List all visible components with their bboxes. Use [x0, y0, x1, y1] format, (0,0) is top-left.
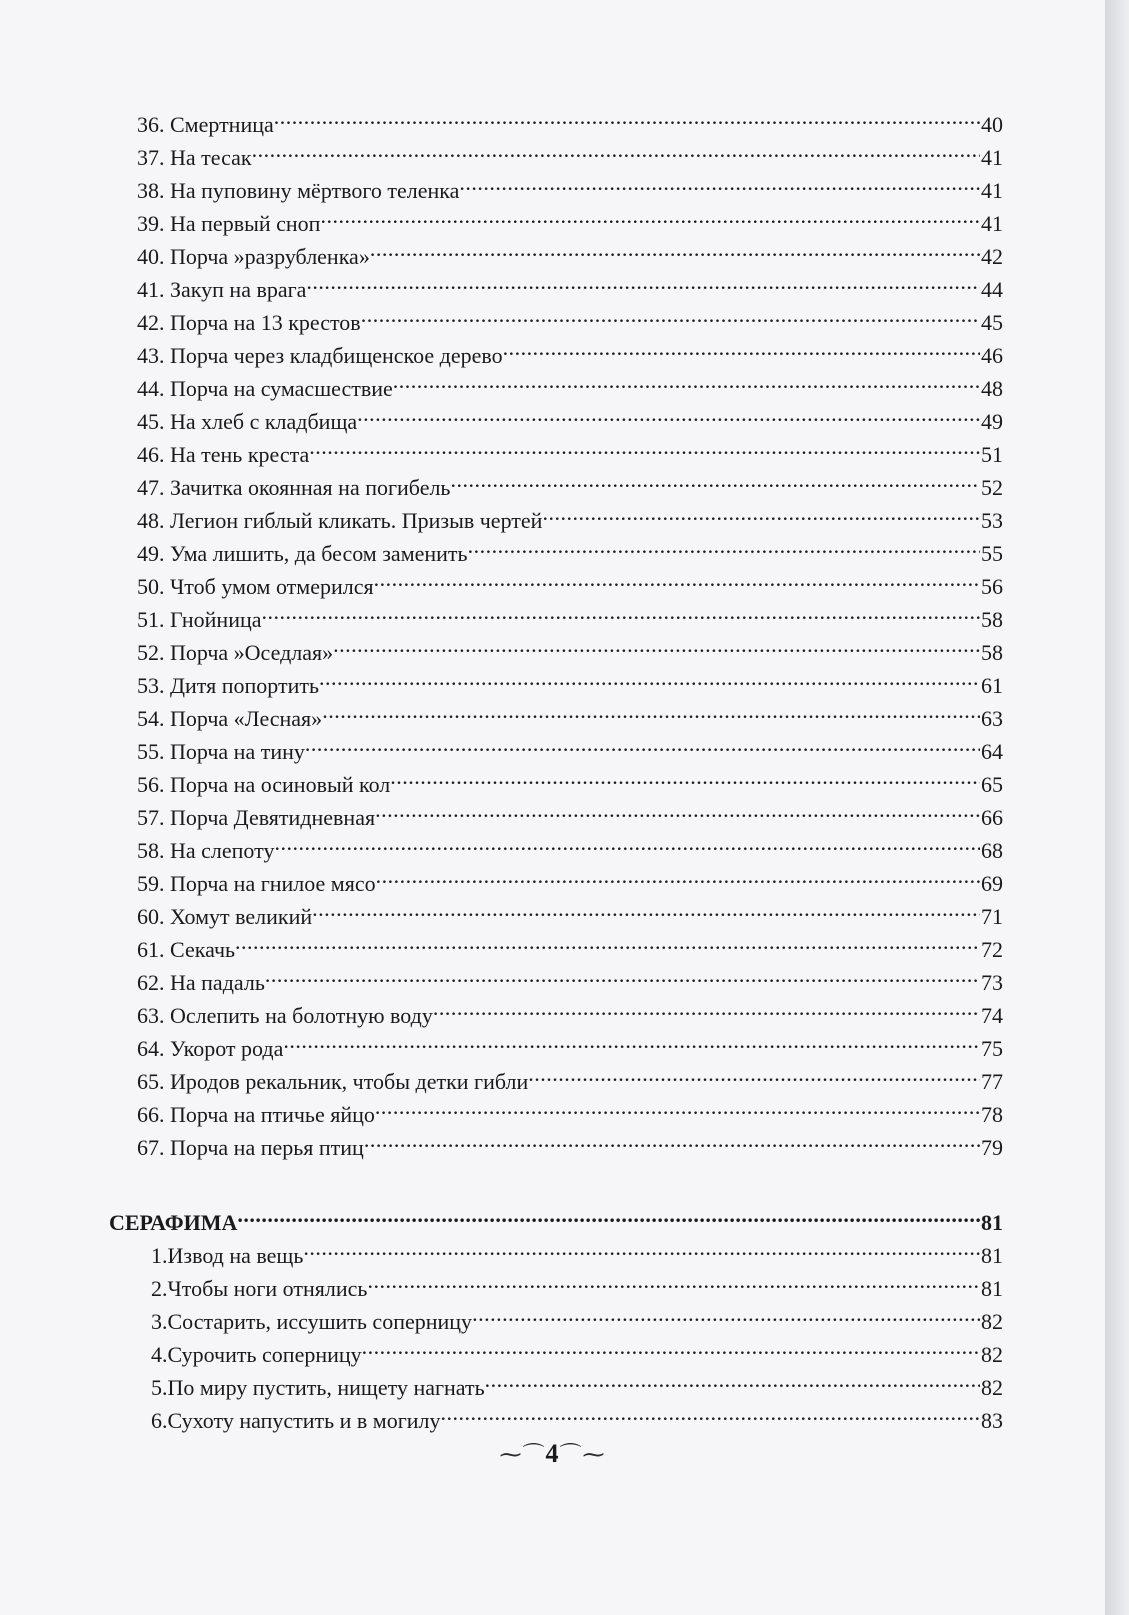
- toc-entry-page: 77: [980, 1067, 1003, 1097]
- toc-entry-page: 53: [980, 506, 1003, 536]
- dot-leader: [376, 861, 980, 891]
- dot-leader: [283, 1026, 980, 1056]
- toc-entry-page: 68: [980, 836, 1003, 866]
- toc-entry-page: 51: [980, 440, 1003, 470]
- toc-sub-entry: [151, 1266, 1003, 1301]
- dot-leader: [319, 663, 980, 693]
- dot-leader: [357, 399, 980, 429]
- toc-entry-title: 54. Порча «Лесная»: [137, 706, 323, 731]
- toc-entry-page: 78: [980, 1100, 1003, 1130]
- toc-entry-page: 82: [980, 1307, 1003, 1337]
- page-edge: [1105, 0, 1129, 1615]
- dot-leader: [375, 1092, 980, 1122]
- toc-entry: [137, 1059, 1003, 1094]
- toc-entry: [137, 861, 1003, 896]
- toc-entry-page: 65: [980, 770, 1003, 800]
- ornament-right-icon: ⌒⁓: [559, 1442, 606, 1467]
- dot-leader: [441, 1398, 980, 1428]
- toc-entry: [137, 993, 1003, 1028]
- dot-leader: [528, 1059, 980, 1089]
- toc-entry-title: 59. Порча на гнилое мясо: [137, 871, 376, 896]
- toc-entry-title: 44. Порча на сумасшествие: [137, 376, 393, 401]
- toc-entry-page: 41: [980, 209, 1003, 239]
- dot-leader: [503, 333, 980, 363]
- dot-leader: [252, 135, 980, 165]
- toc-entry-title: 36. Смертница: [137, 112, 274, 137]
- dot-leader: [390, 762, 980, 792]
- dot-leader: [333, 630, 980, 660]
- toc-entry: [137, 366, 1003, 401]
- toc-entry-title: 38. На пуповину мёртвого теленка: [137, 178, 460, 203]
- dot-leader: [375, 795, 980, 825]
- toc-entry-title: 48. Легион гиблый кликать. Призыв чертей: [137, 508, 543, 533]
- toc-entry-title: 41. Закуп на врага: [137, 277, 307, 302]
- toc-entry: [137, 828, 1003, 863]
- toc-entry-title: 64. Укорот рода: [137, 1036, 284, 1061]
- toc-entry-title: 51. Гнойница: [137, 607, 262, 632]
- toc-entry-title: 45. На хлеб с кладбища: [137, 409, 358, 434]
- toc-entry-title: 1.Извод на вещь: [151, 1243, 304, 1268]
- dot-leader: [364, 1125, 980, 1155]
- toc-entry-title: 63. Ослепить на болотную воду: [137, 1003, 433, 1028]
- toc-section-heading: [109, 1200, 1003, 1235]
- toc-entry: [137, 696, 1003, 731]
- toc-entry-title: 57. Порча Девятидневная: [137, 805, 376, 830]
- toc-entry-title: 65. Иродов рекальник, чтобы детки гибли: [137, 1069, 529, 1094]
- toc-entry: [137, 168, 1003, 203]
- toc-entry-page: 48: [980, 374, 1003, 404]
- toc-entry: [137, 663, 1003, 698]
- toc-entry: [137, 1026, 1003, 1061]
- dot-leader: [370, 234, 980, 264]
- toc-entry-title: 60. Хомут великий: [137, 904, 313, 929]
- toc-entry: [137, 960, 1003, 995]
- ornament-left-icon: ⁓⌒: [499, 1442, 546, 1467]
- dot-leader: [309, 432, 980, 462]
- toc-entry: [137, 300, 1003, 335]
- toc-entry-page: 61: [980, 671, 1003, 701]
- toc-entry: [137, 399, 1003, 434]
- dot-leader: [374, 564, 980, 594]
- toc-entry-title: 43. Порча через кладбищенское дерево: [137, 343, 503, 368]
- toc-entry-title: 55. Порча на тину: [137, 739, 305, 764]
- toc-entry-page: 45: [980, 308, 1003, 338]
- toc-entry-title: 39. На первый сноп: [137, 211, 321, 236]
- toc-entry-title: 42. Порча на 13 крестов: [137, 310, 361, 335]
- dot-leader: [262, 597, 980, 627]
- toc-entry-page: 58: [980, 605, 1003, 635]
- toc-entry-page: 56: [980, 572, 1003, 602]
- toc-sub-entry: [151, 1233, 1003, 1268]
- toc-entry-title: 40. Порча »разрубленка»: [137, 244, 370, 269]
- toc-entry-page: 42: [980, 242, 1003, 272]
- toc-entry: [137, 630, 1003, 665]
- toc-entry-page: 41: [980, 143, 1003, 173]
- toc-entry-page: 71: [980, 902, 1003, 932]
- dot-leader: [320, 201, 980, 231]
- toc-entry-title: 3.Состарить, иссушить соперницу: [151, 1309, 473, 1334]
- dot-leader: [433, 993, 980, 1023]
- dot-leader: [485, 1365, 980, 1395]
- toc-entry-title: 37. На тесак: [137, 145, 252, 170]
- toc-entry-title: 61. Секачь: [137, 937, 236, 962]
- dot-leader: [237, 1200, 980, 1230]
- toc-entry-page: 82: [980, 1340, 1003, 1370]
- toc-entry-title: 58. На слепоту: [137, 838, 275, 863]
- dot-leader: [322, 696, 980, 726]
- toc-entry-page: 81: [980, 1241, 1003, 1271]
- dot-leader: [367, 1266, 980, 1296]
- page-number-footer: [0, 1438, 1105, 1469]
- dot-leader: [459, 168, 980, 198]
- toc-entry-page: 40: [980, 110, 1003, 140]
- toc-entry-title: 6.Сухоту напустить и в могилу: [151, 1408, 441, 1433]
- dot-leader: [362, 1332, 980, 1362]
- toc-entry-page: 55: [980, 539, 1003, 569]
- toc-entry-title: 2.Чтобы ноги отнялись: [151, 1276, 368, 1301]
- toc-entry-title: 5.По миру пустить, нищету нагнать: [151, 1375, 485, 1400]
- toc-entry: [137, 333, 1003, 368]
- toc-entry: [137, 102, 1003, 137]
- toc-sub-entry: [151, 1365, 1003, 1400]
- toc-entry: [137, 531, 1003, 566]
- toc-entry: [137, 432, 1003, 467]
- toc-entry-page: 63: [980, 704, 1003, 734]
- toc-entry: [137, 564, 1003, 599]
- toc-entry-page: 83: [980, 1406, 1003, 1436]
- toc-entry: [137, 465, 1003, 500]
- toc-sub-entry: [151, 1398, 1003, 1433]
- toc-entry: [137, 597, 1003, 632]
- toc-entry: [137, 729, 1003, 764]
- dot-leader: [274, 102, 980, 132]
- toc-entry-page: 41: [980, 176, 1003, 206]
- toc-entry-page: 82: [980, 1373, 1003, 1403]
- toc-entry-page: 74: [980, 1001, 1003, 1031]
- dot-leader: [393, 366, 980, 396]
- toc-entry-title: 52. Порча »Оседлая»: [137, 640, 334, 665]
- toc-entry-title: 4.Сурочить соперницу: [151, 1342, 362, 1367]
- toc-entry-page: 73: [980, 968, 1003, 998]
- section-page: 81: [980, 1208, 1003, 1238]
- toc-entry-title: 53. Дитя попортить: [137, 673, 320, 698]
- toc-entry-page: 64: [980, 737, 1003, 767]
- toc-entry-page: 69: [980, 869, 1003, 899]
- toc-sub-entry: [151, 1299, 1003, 1334]
- toc-entry: [137, 135, 1003, 170]
- toc-entry-page: 44: [980, 275, 1003, 305]
- dot-leader: [450, 465, 980, 495]
- dot-leader: [468, 531, 980, 561]
- toc-entry-page: 58: [980, 638, 1003, 668]
- toc-entry: [137, 927, 1003, 962]
- dot-leader: [312, 894, 980, 924]
- toc-entry: [137, 498, 1003, 533]
- toc-entry-title: 46. На тень креста: [137, 442, 310, 467]
- dot-leader: [305, 729, 980, 759]
- dot-leader: [472, 1299, 980, 1329]
- toc-entry: [137, 267, 1003, 302]
- section-title: СЕРАФИМА: [109, 1210, 238, 1235]
- dot-leader: [274, 828, 980, 858]
- toc-entry-title: 50. Чтоб умом отмерился: [137, 574, 374, 599]
- toc-entry-page: 49: [980, 407, 1003, 437]
- toc-sub-entry: [151, 1332, 1003, 1367]
- dot-leader: [235, 927, 980, 957]
- toc-entry: [137, 1092, 1003, 1127]
- toc-entry: [137, 762, 1003, 797]
- dot-leader: [303, 1233, 980, 1263]
- toc-entry-title: 49. Ума лишить, да бесом заменить: [137, 541, 468, 566]
- toc-entry-page: 79: [980, 1133, 1003, 1163]
- toc-entry-page: 75: [980, 1034, 1003, 1064]
- toc-entry-title: 47. Зачитка окоянная на погибель: [137, 475, 451, 500]
- toc-entry-page: 52: [980, 473, 1003, 503]
- page-number: 4: [545, 1439, 560, 1468]
- toc-entry-page: 66: [980, 803, 1003, 833]
- toc-entry-title: 56. Порча на осиновый кол: [137, 772, 391, 797]
- toc-entry: [137, 894, 1003, 929]
- toc-entry: [137, 795, 1003, 830]
- toc-entry: [137, 234, 1003, 269]
- dot-leader: [265, 960, 980, 990]
- toc-entry-page: 46: [980, 341, 1003, 371]
- dot-leader: [542, 498, 980, 528]
- toc-entry-title: 66. Порча на птичье яйцо: [137, 1102, 375, 1127]
- toc-entry-title: 67. Порча на перья птиц: [137, 1135, 364, 1160]
- toc-entry: [137, 1125, 1003, 1160]
- toc-entry: [137, 201, 1003, 236]
- toc-entry-page: 81: [980, 1274, 1003, 1304]
- toc-entry-page: 72: [980, 935, 1003, 965]
- dot-leader: [361, 300, 980, 330]
- toc-entry-title: 62. На падаль: [137, 970, 265, 995]
- dot-leader: [306, 267, 980, 297]
